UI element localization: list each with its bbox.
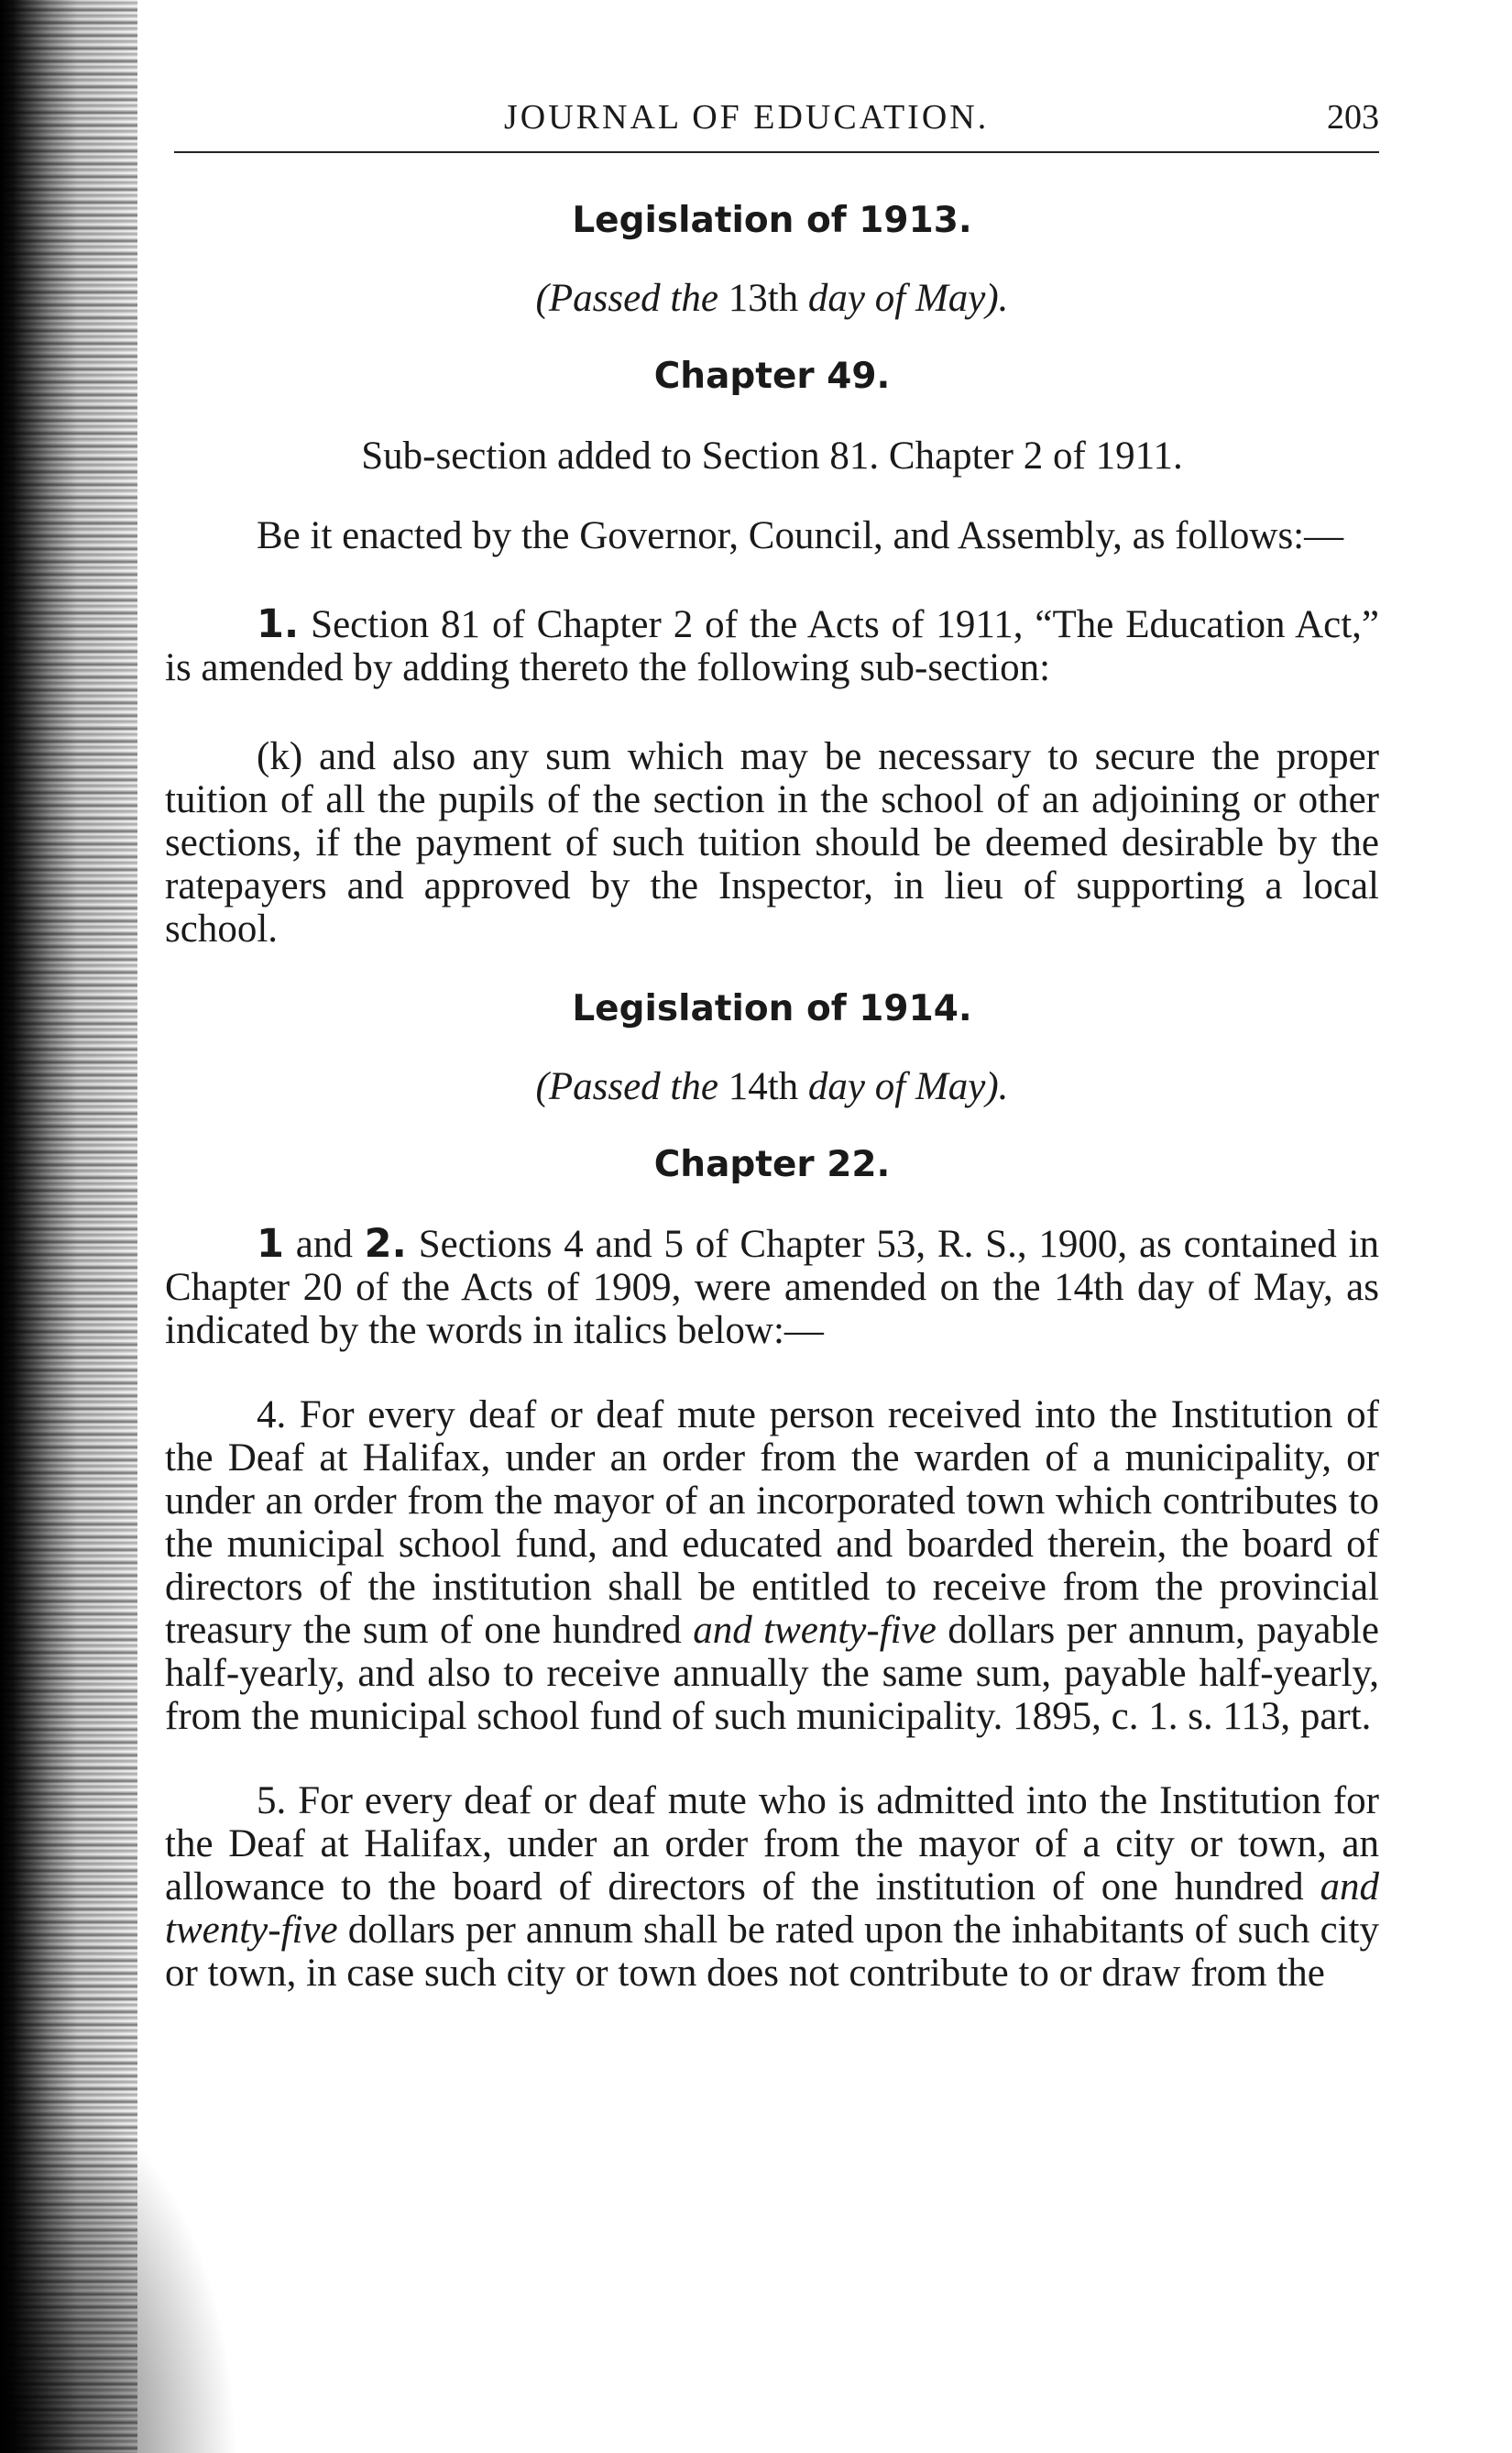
chapter-22-heading: Chapter 22. [653,1144,891,1185]
passed-date-1913: (Passed the 13th day of May). [535,277,1009,320]
clause-1-1913: 1. Section 81 of Chapter 2 of the Acts of 1911, “The Education Act,” is amended by adding thereto the following sub-section: [165,601,1379,689]
page-corner-shadow [0,2068,238,2453]
enacting-clause: Be it enacted by the Governor, Council, and Assembly, as follows:— [257,514,1344,557]
section-title-1914: Legislation of 1914. [572,988,972,1029]
passed-date-1914: (Passed the 14th day of May). [535,1065,1009,1108]
running-head: JOURNAL OF EDUCATION. [504,98,990,137]
section-4-text: 4. For every deaf or deaf mute person received into the Institution of the Deaf at Halifax, under an order from the warden of a municipality, or under an order from the mayor of an incorporated town which contributes to the municipal school fund, and educated and boarded therein, the board of directors of the institution shall be entitled to receive from the provincial treasury the sum of one hundred and twenty-five dollars per annum, payable half-yearly, and also to receive annually the same sum, payable half-yearly, from the municipal school fund of such municipality. 1895, c. 1. s. 113, part. [165,1393,1379,1738]
section-5-text: 5. For every deaf or deaf mute who is admitted into the Institution for the Deaf at Halifax, under an order from the mayor of a city or town, an allowance to the board of directors of the institution of one hundred and twenty-five dollars per annum shall be rated upon the inhabitants of such city or town, in case such city or town does not contribute to or draw from the [165,1779,1379,1995]
subsection-k: (k) and also any sum which may be necessary to secure the proper tuition of all the pupils of the section in the school of an adjoining or other sections, if the payment of such tuition should be deemed desirable by the ratepayers and approved by the Inspector, in lieu of supporting a local school. [165,735,1379,951]
subtitle-1913: Sub-section added to Section 81. Chapter 2 of 1911. [361,434,1183,478]
intro-1914: 1 and 2. Sections 4 and 5 of Chapter 53, R. S., 1900, as contained in Chapter 20 of the Acts of 1909, were amended on the 14th day of May, as indicated by the words in italics below:— [165,1221,1379,1352]
document-page [165,87,1379,1995]
chapter-49-heading: Chapter 49. [653,356,891,397]
section-title-1913: Legislation of 1913. [572,200,972,241]
clause-number: 1. [257,601,300,647]
page-number: 203 [1327,98,1379,137]
page-header [174,87,1379,153]
